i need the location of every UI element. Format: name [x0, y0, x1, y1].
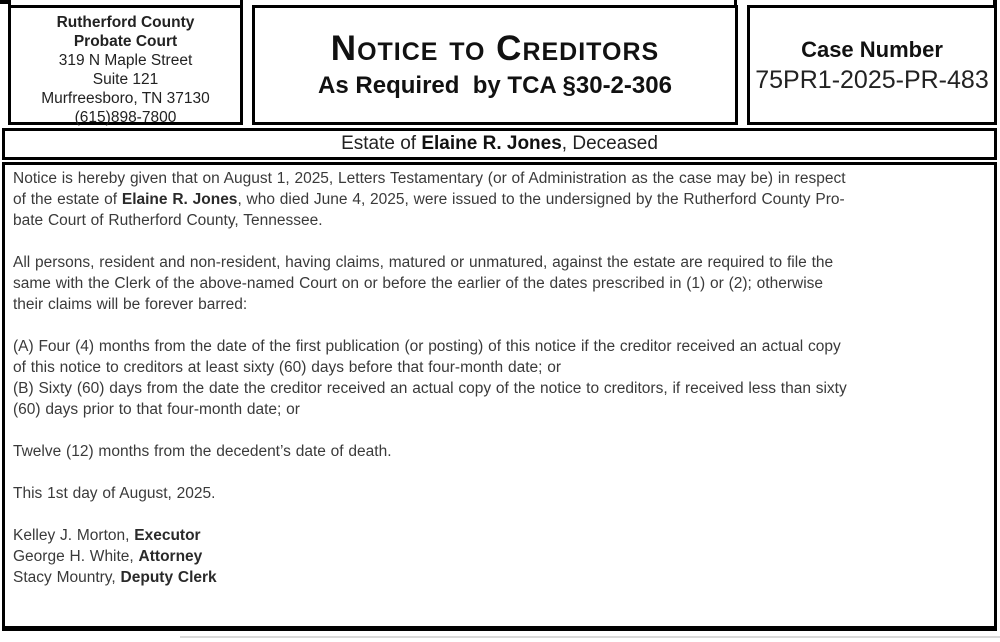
body-line: of this notice to creditors at least sixty (60) days before that four-month date; or [13, 359, 562, 376]
paragraph-deadline-options [13, 336, 986, 420]
notice-subtitle: As Required by TCA §30-2-306 [318, 72, 672, 99]
estate-banner-text: Estate of Elaine R. Jones, Deceased [341, 133, 658, 154]
court-name-line2: Probate Court [73, 33, 178, 50]
scan-artifact-line [180, 636, 1000, 638]
body-line: (A) Four (4) months from the date of the first publication (or posting) of this notice if the creditor received an actual copy [13, 338, 841, 355]
signature-block [13, 525, 986, 588]
notice-title-box [252, 5, 738, 125]
body-line: bate Court of Rutherford County, Tennessee. [13, 212, 323, 229]
body-line: Notice is hereby given that on August 1, 2025, Letters Testamentary (or of Administration as the case may be) in respect [13, 170, 846, 187]
body-line: their claims will be forever barred: [13, 296, 248, 313]
body-line: (B) Sixty (60) days from the date the creditor received an actual copy of the notice to creditors, if received less than sixty [13, 380, 847, 397]
body-line: All persons, resident and non-resident, having claims, matured or unmatured, against the estate are required to file the [13, 254, 834, 271]
case-number-value: 75PR1-2025-PR-483 [755, 65, 989, 94]
signature-line-attorney: George H. White, Attorney [13, 548, 203, 565]
paragraph-claims-requirement [13, 252, 986, 315]
signature-line-deputy-clerk: Stacy Mountry, Deputy Clerk [13, 569, 217, 586]
court-address-box [8, 5, 243, 125]
paragraph-twelve-months [13, 441, 986, 462]
case-number-box [747, 5, 997, 125]
court-address-line2: Suite 121 [92, 71, 159, 88]
court-name-line1: Rutherford County [56, 14, 195, 31]
body-line: (60) days prior to that four-month date; or [13, 401, 300, 418]
court-phone: (615)898-7800 [74, 109, 177, 126]
court-address-line1: 319 N Maple Street [58, 52, 193, 69]
paragraph-letters-issued [13, 168, 986, 231]
estate-banner [2, 128, 997, 160]
notice-title: Notice to Creditors [330, 29, 660, 68]
body-line: of the estate of Elaine R. Jones, who died June 4, 2025, were issued to the undersigned by the Rutherford County Pro- [13, 191, 845, 208]
court-address-line3: Murfreesboro, TN 37130 [41, 90, 210, 107]
notice-body [2, 162, 997, 631]
case-number-label: Case Number [801, 36, 943, 62]
paragraph-dated [13, 483, 986, 504]
body-line: This 1st day of August, 2025. [13, 485, 216, 502]
body-line: same with the Clerk of the above-named Court on or before the earlier of the dates prescribed in (1) or (2); otherwise [13, 275, 824, 292]
signature-line-executor: Kelley J. Morton, Executor [13, 527, 201, 544]
body-line: Twelve (12) months from the decedent’s date of death. [13, 443, 392, 460]
